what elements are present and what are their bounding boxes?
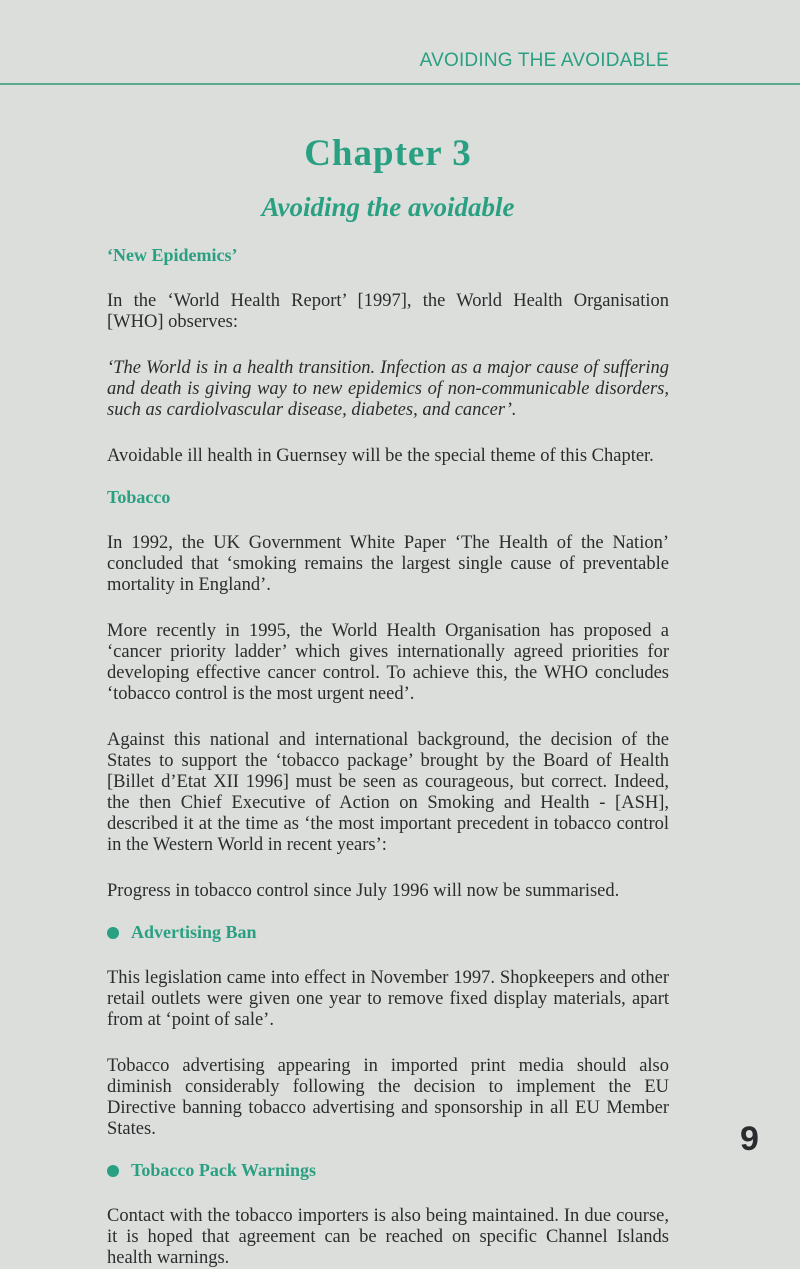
bullet-heading-label: Advertising Ban [131,922,257,942]
paragraph: In the ‘World Health Report’ [1997], the World Health Organisation [WHO] observes: [107,291,669,332]
paragraph: Tobacco advertising appearing in imported print media should also diminish considerably following the decision to implement the EU Directive banning tobacco advertising and sponsorship in all EU Member States. [107,1056,669,1139]
bullet-heading-label: Tobacco Pack Warnings [131,1160,317,1180]
paragraph: Contact with the tobacco importers is also being maintained. In due course, it is hoped that agreement can be reached on specific Channel Islands health warnings. [107,1206,669,1268]
chapter-title: Chapter 3 [304,133,472,174]
bullet-heading-pack-warnings [107,1160,669,1181]
paragraph: Against this national and international background, the decision of the States to support the ‘tobacco package’ brought by the Board of Health [Billet d’Etat XII 1996] must be seen as courageous, but correct. Indeed, the then Chief Executive of Action on Smoking and Health - [ASH], described it at the time as ‘the most important precedent in tobacco control in the Western World in recent years’: [107,730,669,855]
paragraph: In 1992, the UK Government White Paper ‘The Health of the Nation’ concluded that ‘smoking remains the largest single cause of preventable mortality in England’. [107,533,669,595]
quote-paragraph: ‘The World is in a health transition. Infection as a major cause of suffering and death is giving way to new epidemics of non-communicable disorders, such as cardiolvascular disease, diabetes, and cancer’. [107,358,669,420]
page-number: 9 [740,1120,759,1158]
section-heading-tobacco: Tobacco [107,487,171,507]
bullet-icon [107,1165,119,1177]
paragraph: This legislation came into effect in November 1997. Shopkeepers and other retail outlets were given one year to remove fixed display materials, apart from at ‘point of sale’. [107,968,669,1030]
bullet-heading-advertising [107,922,669,943]
running-head: AVOIDING THE AVOIDABLE [419,50,669,71]
section-heading-new-epidemics: ‘New Epidemics’ [107,245,238,265]
paragraph: Progress in tobacco control since July 1996 will now be summarised. [107,881,620,901]
header-rule [0,83,800,85]
paragraph: Avoidable ill health in Guernsey will be the special theme of this Chapter. [107,446,654,466]
bullet-icon [107,927,119,939]
page-body [107,245,669,1269]
paragraph: More recently in 1995, the World Health Organisation has proposed a ‘cancer priority ladder’ which gives internationally agreed priorities for developing effective cancer control. To achieve this, the WHO concludes ‘tobacco control is the most urgent need’. [107,621,669,704]
chapter-subtitle: Avoiding the avoidable [261,192,515,222]
